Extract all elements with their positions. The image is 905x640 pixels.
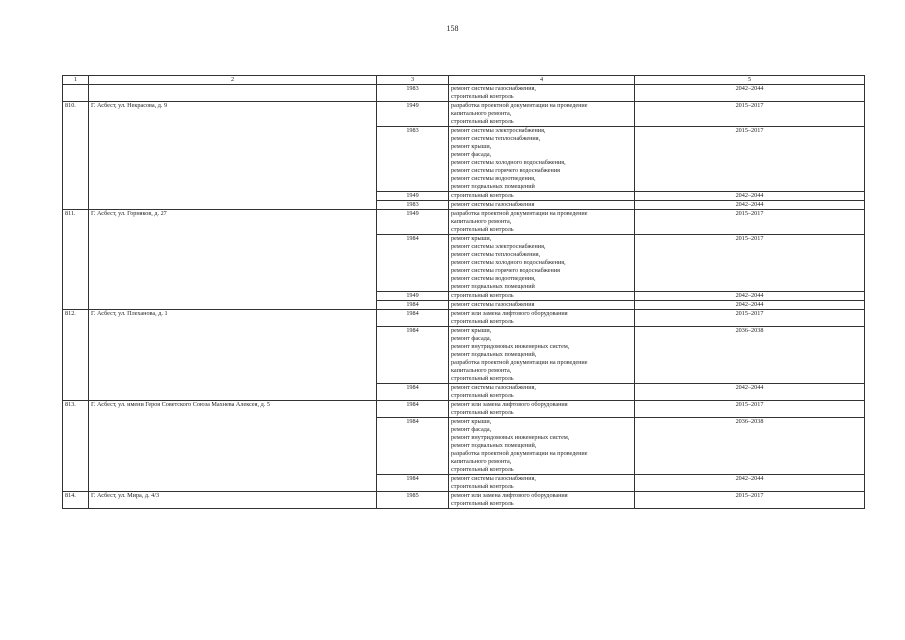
table-row [63,102,865,127]
table-cell-col-3: 1949 [377,210,449,235]
table-cell-col-5: 2042–2044 [635,384,865,401]
table-cell-col-4: ремонт или замена лифтового оборудования строительный контроль [449,401,635,418]
table-cell-col-3: 1949 [377,292,449,301]
table-row [63,401,865,418]
table-cell-col-2: Г. Асбест, ул. Горняков, д. 27 [89,210,377,310]
table-cell-col-5: 2015–2017 [635,492,865,509]
table-cell-col-5: 2042–2044 [635,292,865,301]
table-cell-col-5: 2015–2017 [635,127,865,192]
table-cell-col-5: 2015–2017 [635,401,865,418]
table-row [63,310,865,327]
table-cell-col-3: 1984 [377,401,449,418]
table-cell-col-4: ремонт системы газоснабжения, строительный контроль [449,384,635,401]
table-cell-col-4: ремонт системы газоснабжения [449,301,635,310]
table-cell-col-3: 1984 [377,235,449,292]
table-cell-col-2: Г. Асбест, ул. имени Героя Советского Союза Махнева Алексея, д. 5 [89,401,377,492]
table-cell-col-4: разработка проектной документации на проведение капитального ремонта, строительный контроль [449,210,635,235]
table-cell-col-4: ремонт системы электроснабжения, ремонт системы теплоснабжения, ремонт крыши, ремонт фасада, ремонт системы холодного водоснабжения, ремонт системы горячего водоснабжения ремонт системы водоотведения, ремонт подвальных помещений [449,127,635,192]
table-cell-col-4: ремонт системы газоснабжения, строительный контроль [449,475,635,492]
table-body [63,85,865,509]
table-cell-col-4: ремонт или замена лифтового оборудования строительный контроль [449,310,635,327]
header-col-1: 1 [63,76,89,85]
table-cell-col-1: 813. [63,401,89,492]
table-cell-col-3: 1984 [377,418,449,475]
table-cell-col-5: 2042–2044 [635,85,865,102]
table-cell-col-5: 2015–2017 [635,310,865,327]
table-cell-col-1: 814. [63,492,89,509]
table-cell-col-5: 2042–2044 [635,301,865,310]
capital-repair-table [62,75,865,509]
table-cell-col-3: 1983 [377,201,449,210]
table-row [63,492,865,509]
table-cell-col-5: 2036–2038 [635,418,865,475]
table-cell-col-4: ремонт крыши, ремонт фасада, ремонт внутридомовых инженерных систем, ремонт подвальных помещений, разработка проектной документации на проведение капитального ремонта, строительный контроль [449,418,635,475]
table-cell-col-1: 811. [63,210,89,310]
table-cell-col-5: 2015–2017 [635,210,865,235]
table-cell-col-4: ремонт крыши, ремонт системы электроснабжения, ремонт системы теплоснабжения, ремонт системы холодного водоснабжения, ремонт системы горячего водоснабжения ремонт системы водоотведения, ремонт подвальных помещений [449,235,635,292]
table-cell-col-4: строительный контроль [449,192,635,201]
table-cell-col-2: Г. Асбест, ул. Плеханова, д. 1 [89,310,377,401]
table-cell-col-2: Г. Асбест, ул. Некрасова, д. 9 [89,102,377,210]
header-col-4: 4 [449,76,635,85]
table-cell-col-4: ремонт системы газоснабжения [449,201,635,210]
table-cell-col-3: 1984 [377,384,449,401]
table-cell-col-2: Г. Асбест, ул. Мира, д. 4/3 [89,492,377,509]
header-col-5: 5 [635,76,865,85]
table-cell-col-4: ремонт крыши, ремонт фасада, ремонт внутридомовых инженерных систем, ремонт подвальных помещений, разработка проектной документации на проведение капитального ремонта, строительный контроль [449,327,635,384]
table-header-row [63,76,865,85]
table-cell-col-1: 810. [63,102,89,210]
table-cell-col-3: 1984 [377,310,449,327]
table-cell-col-4: ремонт системы газоснабжения, строительный контроль [449,85,635,102]
table-cell-col-4: ремонт или замена лифтового оборудования строительный контроль [449,492,635,509]
table-cell-col-5: 2042–2044 [635,201,865,210]
table-cell-col-3: 1984 [377,475,449,492]
table-cell-col-3: 1984 [377,301,449,310]
table-cell-col-5: 2042–2044 [635,192,865,201]
table-row [63,85,865,102]
table-cell-col-5: 2042–2044 [635,475,865,492]
table-cell-col-3: 1985 [377,492,449,509]
table-cell-col-5: 2036–2038 [635,327,865,384]
table-cell-col-3: 1949 [377,102,449,127]
table-cell-col-1: 812. [63,310,89,401]
header-col-3: 3 [377,76,449,85]
table-cell-col-4: строительный контроль [449,292,635,301]
table-cell-col-3: 1983 [377,127,449,192]
table-cell-col-4: разработка проектной документации на проведение капитального ремонта, строительный контроль [449,102,635,127]
table-cell-col-3: 1949 [377,192,449,201]
table-cell-col-3: 1984 [377,327,449,384]
header-col-2: 2 [89,76,377,85]
table-row [63,210,865,235]
table-cell-col-1 [63,85,89,102]
page-number: 158 [446,24,459,33]
table-cell-col-3: 1983 [377,85,449,102]
table-cell-col-2 [89,85,377,102]
table-cell-col-5: 2015–2017 [635,235,865,292]
table-cell-col-5: 2015–2017 [635,102,865,127]
